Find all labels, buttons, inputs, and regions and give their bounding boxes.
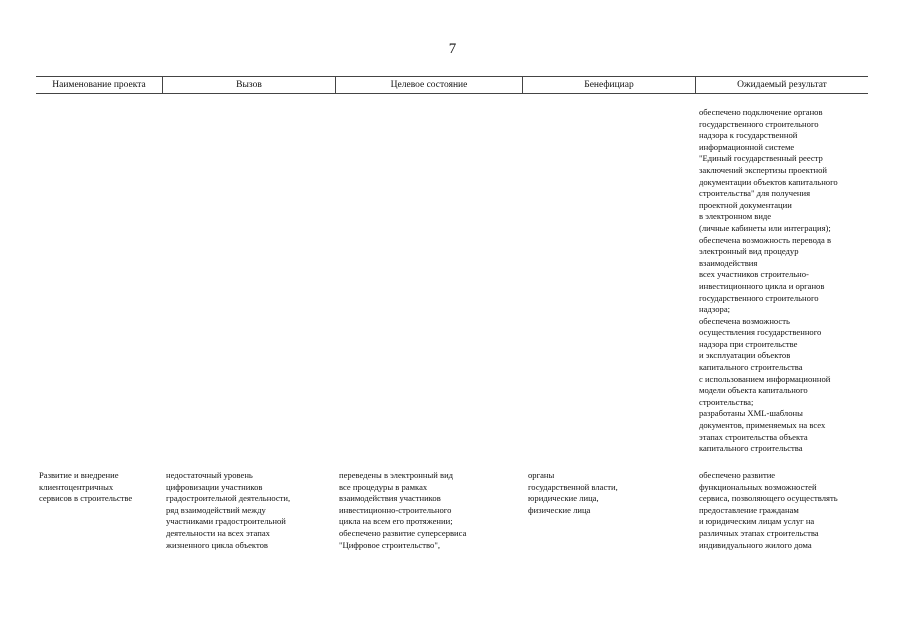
text-line: надзора к государственной xyxy=(699,130,798,141)
column-header-project: Наименование проекта xyxy=(52,80,146,90)
text-line: градостроительной деятельности, xyxy=(166,493,291,504)
text-line: сервисов в строительстве xyxy=(39,493,133,504)
text-line: информационной системе xyxy=(699,141,795,152)
text-line: юридические лица, xyxy=(528,493,599,504)
text-line: всех участников строительно- xyxy=(699,269,809,280)
text-line: функциональных возможностей xyxy=(699,481,817,492)
text-line: надзора; xyxy=(699,304,731,315)
text-line: заключений экспертизы проектной xyxy=(699,164,828,175)
text-line: обеспечено развитие суперсервиса xyxy=(339,527,467,538)
text-line: взаимодействия xyxy=(699,257,758,268)
text-line: проектной документации xyxy=(699,199,792,210)
text-line: капитального строительства xyxy=(699,362,803,373)
text-line: с использованием информационной xyxy=(699,373,831,384)
text-line: государственной власти, xyxy=(528,481,618,492)
text-line: инвестиционного цикла и органов xyxy=(699,280,825,291)
text-line: клиентоцентричных xyxy=(39,481,114,492)
text-line: документации объектов капитального xyxy=(699,176,838,187)
text-line: этапах строительства объекта xyxy=(699,431,808,442)
text-line: обеспечено развитие xyxy=(699,470,776,480)
text-line: электронный вид процедур xyxy=(699,246,799,257)
text-line: недостаточный уровень xyxy=(166,470,253,480)
column-header-expected-result: Ожидаемый результат xyxy=(737,80,827,90)
row-project-cell xyxy=(39,470,132,505)
text-line: обеспечено подключение органов xyxy=(699,107,823,117)
row-beneficiary-cell xyxy=(528,470,618,516)
text-line: "Цифровое строительство", xyxy=(339,539,441,550)
text-line: "Единый государственный реестр xyxy=(699,153,823,164)
text-line: обеспечена возможность xyxy=(699,315,790,326)
text-line: цикла на всем его протяжении; xyxy=(339,516,453,527)
row-challenge-cell xyxy=(166,470,290,551)
text-line: разработаны XML-шаблоны xyxy=(699,408,803,419)
table-header-top-border xyxy=(36,76,868,77)
text-line: индивидуального жилого дома xyxy=(699,539,812,550)
row-target-state-cell xyxy=(339,470,466,551)
text-line: переведены в электронный вид xyxy=(339,470,454,480)
text-line: обеспечена возможность перевода в xyxy=(699,234,832,245)
text-line: деятельности на всех этапах xyxy=(166,527,270,538)
text-line: различных этапах строительства xyxy=(699,527,819,538)
text-line: документов, применяемых на всех xyxy=(699,420,826,431)
text-line: Развитие и внедрение xyxy=(39,470,119,480)
text-line: в электронном виде xyxy=(699,211,772,222)
text-line: (личные кабинеты или интеграция); xyxy=(699,222,831,233)
text-line: все процедуры в рамках xyxy=(339,481,428,492)
text-line: органы xyxy=(528,470,555,480)
column-header-target-state: Целевое состояние xyxy=(390,80,468,90)
text-line: ряд взаимодействий между xyxy=(166,504,266,515)
page-number: 7 xyxy=(448,41,457,57)
text-line: сервиса, позволяющего осуществлять xyxy=(699,493,838,504)
row-expected-result-cell xyxy=(699,470,838,551)
text-line: осуществления государственного xyxy=(699,327,822,338)
text-line: жизненного цикла объектов xyxy=(166,539,268,550)
text-line: взаимодействия участников xyxy=(339,493,441,504)
text-line: капитального строительства xyxy=(699,443,803,454)
text-line: надзора при строительстве xyxy=(699,338,798,349)
text-line: строительства" для получения xyxy=(699,188,811,199)
continued-expected-result-cell xyxy=(699,107,838,455)
text-line: государственного строительного xyxy=(699,292,819,303)
text-line: физические лица xyxy=(528,504,591,515)
text-line: модели объекта капитального xyxy=(699,385,808,396)
text-line: цифровизации участников xyxy=(166,481,263,492)
column-header-beneficiary: Бенефициар xyxy=(584,80,634,90)
table-header-bottom-border xyxy=(36,93,868,94)
column-header-challenge: Вызов xyxy=(236,80,262,90)
text-line: государственного строительного xyxy=(699,118,819,129)
text-line: предоставление гражданам xyxy=(699,504,799,515)
text-line: и эксплуатации объектов xyxy=(699,350,791,361)
text-line: строительства; xyxy=(699,396,754,407)
text-line: и юридическим лицам услуг на xyxy=(699,516,815,527)
text-line: участниками градостроительной xyxy=(166,516,286,527)
text-line: инвестиционно-строительного xyxy=(339,504,452,515)
